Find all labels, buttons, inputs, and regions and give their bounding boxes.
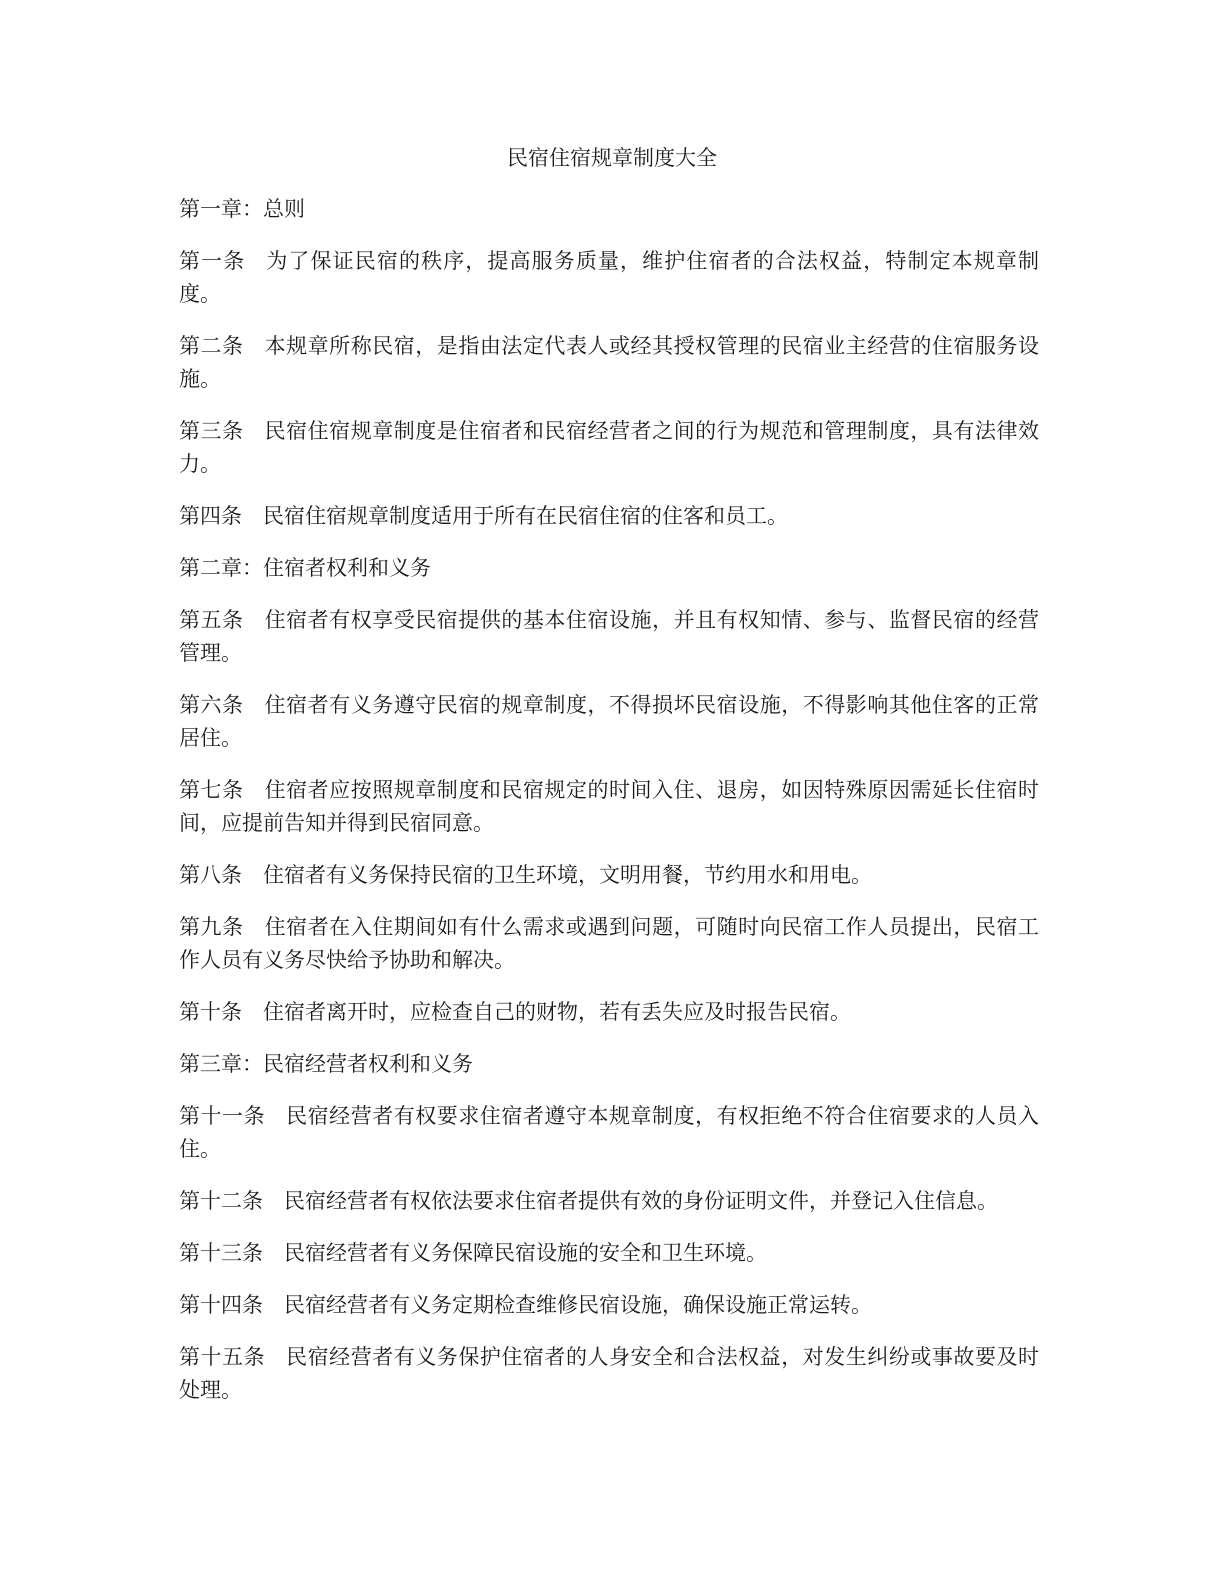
- article-label: 第三条: [179, 419, 244, 443]
- chapter-label: 第一章：总则: [179, 197, 305, 221]
- article-label: 第五条: [179, 608, 244, 632]
- article-label: 第九条: [179, 915, 244, 939]
- article-paragraph: [179, 689, 1039, 755]
- paragraph-text: 民宿经营者有义务保障民宿设施的安全和卫生环境。: [284, 1241, 767, 1265]
- article-label: 第七条: [179, 778, 244, 802]
- document-title: 民宿住宿规章制度大全: [507, 146, 717, 170]
- article-label: 第十三条: [179, 1241, 263, 1265]
- chapter-heading: [179, 193, 1039, 226]
- paragraph-text: 民宿住宿规章制度适用于所有在民宿住宿的住客和员工。: [263, 504, 788, 528]
- paragraph-text: 本规章所称民宿，是指由法定代表人或经其授权管理的民宿业主经营的住宿服务设施。: [179, 334, 1040, 391]
- paragraph-text: 民宿经营者有义务定期检查维修民宿设施，确保设施正常运转。: [284, 1293, 872, 1317]
- paragraph-text: 民宿经营者有权要求住宿者遵守本规章制度，有权拒绝不符合住宿要求的人员入住。: [179, 1104, 1040, 1161]
- chapter-label: 第三章：民宿经营者权利和义务: [179, 1052, 473, 1076]
- article-paragraph: [179, 774, 1039, 840]
- article-paragraph: [179, 859, 1039, 892]
- paragraph-text: 住宿者在入住期间如有什么需求或遇到问题，可随时向民宿工作人员提出，民宿工作人员有义务尽快给予协助和解决。: [179, 915, 1040, 972]
- article-paragraph: [179, 604, 1039, 670]
- article-label: 第二条: [179, 334, 244, 358]
- paragraph-text: 为了保证民宿的秩序，提高服务质量，维护住宿者的合法权益，特制定本规章制度。: [179, 249, 1040, 306]
- article-label: 第十四条: [179, 1293, 263, 1317]
- article-paragraph: [179, 1100, 1039, 1166]
- article-label: 第十条: [179, 1000, 242, 1024]
- paragraph-text: 住宿者离开时，应检查自己的财物，若有丢失应及时报告民宿。: [263, 1000, 851, 1024]
- article-label: 第十五条: [179, 1345, 266, 1369]
- article-label: 第十一条: [179, 1104, 266, 1128]
- paragraph-text: 住宿者应按照规章制度和民宿规定的时间入住、退房，如因特殊原因需延长住宿时间，应提前告知并得到民宿同意。: [179, 778, 1040, 835]
- article-paragraph: [179, 245, 1039, 311]
- chapter-label: 第二章：住宿者权利和义务: [179, 556, 431, 580]
- chapter-heading: [179, 552, 1039, 585]
- article-paragraph: [179, 1341, 1039, 1407]
- article-label: 第六条: [179, 693, 244, 717]
- paragraph-text: 住宿者有义务保持民宿的卫生环境，文明用餐，节约用水和用电。: [263, 863, 872, 887]
- chapter-heading: [179, 1048, 1039, 1081]
- paragraph-text: 民宿住宿规章制度是住宿者和民宿经营者之间的行为规范和管理制度，具有法律效力。: [179, 419, 1040, 476]
- article-label: 第八条: [179, 863, 242, 887]
- article-paragraph: [179, 330, 1039, 396]
- article-label: 第十二条: [179, 1189, 263, 1213]
- article-paragraph: [179, 1185, 1039, 1218]
- article-paragraph: [179, 996, 1039, 1029]
- article-label: 第一条: [179, 249, 246, 273]
- paragraph-text: 住宿者有义务遵守民宿的规章制度，不得损坏民宿设施，不得影响其他住客的正常居住。: [179, 693, 1040, 750]
- article-paragraph: [179, 911, 1039, 977]
- article-paragraph: [179, 1289, 1039, 1322]
- article-label: 第四条: [179, 504, 242, 528]
- paragraph-text: 民宿经营者有权依法要求住宿者提供有效的身份证明文件，并登记入住信息。: [284, 1189, 998, 1213]
- article-paragraph: [179, 1237, 1039, 1270]
- article-paragraph: [179, 500, 1039, 533]
- paragraph-text: 民宿经营者有义务保护住宿者的人身安全和合法权益，对发生纠纷或事故要及时处理。: [179, 1345, 1040, 1402]
- document-body: [179, 193, 1039, 1426]
- article-paragraph: [179, 415, 1039, 481]
- paragraph-text: 住宿者有权享受民宿提供的基本住宿设施，并且有权知情、参与、监督民宿的经营管理。: [179, 608, 1040, 665]
